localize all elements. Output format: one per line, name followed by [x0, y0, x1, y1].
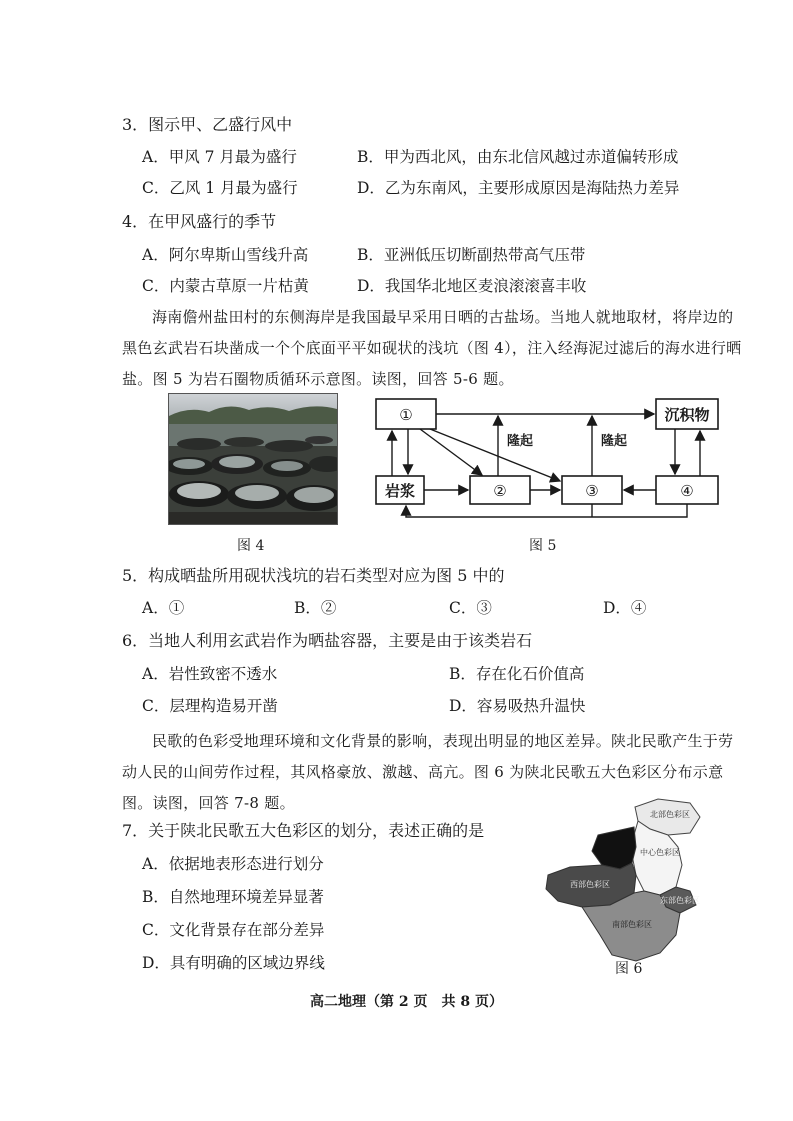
q4-option-a: A．阿尔卑斯山雪线升高	[142, 246, 309, 264]
uplift-label-2: 隆起	[600, 434, 628, 449]
passage-salt-field-text: 海南儋州盐田村的东侧海岸是我国最早采用日晒的古盐场。当地人就地取材，将岸边的黑色玄武岩石块凿成一个个底面平平如砚状的浅坑（图 4），注入经海泥过滤后的海水进行晒盐。图 5 为岩石圈物质循环示意图。读图，回答 5-6 题。	[122, 308, 742, 388]
region-north-label: 北部色彩区	[650, 810, 690, 819]
q3-option-b: B．甲为西北风，由东北信风越过赤道偏转形成	[357, 148, 679, 166]
box-rock-1-label: ①	[399, 406, 413, 424]
q6-option-c: C．层理构造易开凿	[142, 697, 278, 715]
page-footer: 高二地理（第 2 页 共 8 页）	[310, 994, 503, 1010]
q7-option-a: A．依据地表形态进行划分	[142, 855, 324, 873]
region-dark	[592, 827, 636, 869]
q7-stem: 7．关于陕北民歌五大色彩区的划分，表述正确的是	[122, 821, 485, 840]
q4-option-b: B．亚洲低压切断副热带高气压带	[357, 246, 586, 264]
q6-option-b: B．存在化石价值高	[449, 665, 585, 683]
q6-option-d: D．容易吸热升温快	[449, 697, 586, 715]
q3-option-c: C．乙风 1 月最为盛行	[142, 179, 298, 197]
q6-option-a: A．岩性致密不透水	[142, 665, 278, 683]
passage-salt-field	[122, 302, 747, 395]
box-magma-label: 岩浆	[384, 482, 416, 500]
q6-stem: 6．当地人利用玄武岩作为晒盐容器，主要是由于该类岩石	[122, 631, 533, 650]
q7-option-d: D．具有明确的区域边界线	[142, 954, 325, 972]
q5-stem: 5．构成晒盐所用砚状浅坑的岩石类型对应为图 5 中的	[122, 566, 505, 585]
arrow-1-to-2	[420, 429, 482, 475]
region-east-label: 东部色彩区	[660, 896, 700, 905]
q5-option-d: D．④	[603, 599, 647, 617]
rock-cycle-diagram	[370, 395, 730, 530]
q4-option-c: C．内蒙古草原一片枯黄	[142, 277, 309, 295]
box-sediment-label: 沉积物	[664, 406, 710, 424]
region-south-label: 南部色彩区	[612, 920, 652, 929]
arrow-bottom-to-magma	[406, 504, 687, 517]
uplift-label-1: 隆起	[506, 434, 534, 449]
q5-option-c: C．③	[449, 599, 492, 617]
q3-option-a: A．甲风 7 月最为盛行	[142, 148, 297, 166]
q3-option-d: D．乙为东南风，主要形成原因是海陆热力差异	[357, 179, 680, 197]
region-west-label: 西部色彩区	[570, 880, 610, 889]
passage-folk-songs-text: 民歌的色彩受地理环境和文化背景的影响，表现出明显的地区差异。陕北民歌产生于劳动人民的山间劳作过程，其风格豪放、激越、高亢。图 6 为陕北民歌五大色彩区分布示意图。读图，回答 7-8 题。	[122, 732, 734, 812]
figure-4-caption: 图 4	[237, 538, 265, 554]
arrow-1-to-3	[430, 429, 560, 481]
figure-6-caption: 图 6	[615, 961, 643, 977]
salt-field-photo	[168, 393, 338, 525]
q4-option-d: D．我国华北地区麦浪滚滚喜丰收	[357, 277, 587, 295]
q5-option-b: B．②	[294, 599, 337, 617]
q7-option-c: C．文化背景存在部分差异	[142, 921, 325, 939]
q4-stem: 4．在甲风盛行的季节	[122, 212, 277, 231]
box-rock-2-label: ②	[493, 482, 507, 500]
region-center-label: 中心色彩区	[640, 848, 680, 857]
box-rock-4-label: ④	[680, 482, 694, 500]
q3-stem: 3．图示甲、乙盛行风中	[122, 115, 293, 134]
q5-option-a: A．①	[142, 599, 185, 617]
figure-5-caption: 图 5	[529, 538, 557, 554]
q7-option-b: B．自然地理环境差异显著	[142, 888, 324, 906]
folk-song-region-map	[540, 795, 710, 970]
box-rock-3-label: ③	[585, 482, 599, 500]
